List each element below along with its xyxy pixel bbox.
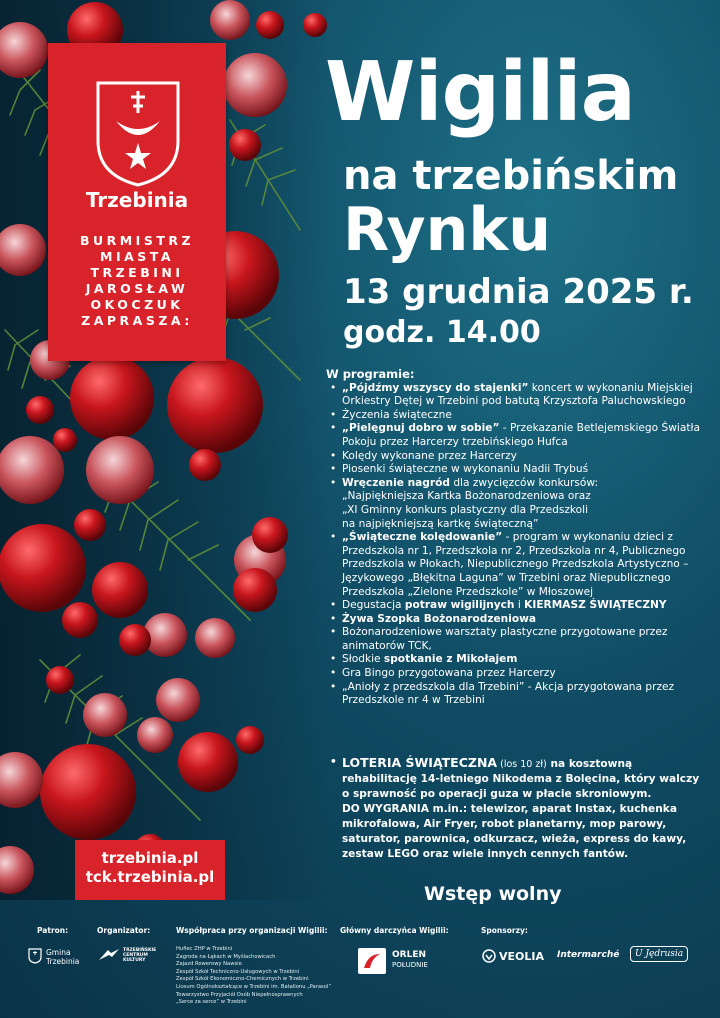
u-jedrusia-logo: U Jędrusia xyxy=(630,946,688,962)
contest-line: „XI Gminny konkurs plastyczny dla Przedszkoli xyxy=(342,503,589,516)
orlen-logo: ORLEN POŁUDNIE xyxy=(392,950,428,969)
list-item: Zespół Szkół Techniczno-Usługowych w Trzebini xyxy=(176,968,300,975)
list-item: • Życzenia świąteczne xyxy=(326,409,700,423)
sponsors-label: Sponsorzy: xyxy=(481,926,528,935)
lottery-info: • LOTERIA ŚWIĄTECZNA (los 10 zł) na kosztowną rehabilitację 14-letniego Nikodema z Bolęcina, który walczy o sprawność po operacji guza w płacie skroniowym. DO WYGRANIA m.in.: telewizor, aparat Instax, kuchenka mikrofalowa, Air Fryer, robot planetarny, mop parowy, saturator, parownica, odkurzacz, wieża, express do kawy, zestaw LEGO oraz wiele innych cennych fantów. xyxy=(330,755,700,860)
website-link[interactable]: tck.trzebinia.pl xyxy=(85,868,215,886)
list-item: Towarzystwo Przyjaciół Osób Niepełnosprawnych xyxy=(176,991,303,998)
event-subtitle-2: Rynku xyxy=(343,195,551,265)
patron-label: Patron: xyxy=(37,926,69,935)
program-heading: W programie: xyxy=(326,367,415,381)
veolia-logo: VEOLIA xyxy=(499,950,544,963)
main-sponsor-label: Główny darczyńca Wigilii: xyxy=(340,926,449,935)
websites-box xyxy=(75,840,225,900)
veolia-logo-icon xyxy=(482,949,496,963)
gmina-crest-icon xyxy=(28,948,42,964)
list-item: Hufiec ZHP w Trzebini xyxy=(176,946,233,952)
event-subtitle-1: na trzebińskim xyxy=(343,153,679,199)
event-title: Wigilia xyxy=(325,45,635,140)
cooperation-label: Współpraca przy organizacji Wigilii: xyxy=(176,926,328,935)
list-item: • Wręczenie nagród dla zwycięzców konkursów: „Najpiękniejsza Kartka Bożonarodzeniowa oraz „XI Gminny konkurs plastyczny dla Przedszkoli na najpiękniejszą kartkę świąteczną” xyxy=(326,477,700,531)
tck-logo: TRZEBIŃSKIE CENTRUM KULTURY xyxy=(123,948,157,963)
sponsors-footer xyxy=(0,918,720,1018)
list-item: • „Pielęgnuj dobro w sobie” - Przekazanie Betlejemskiego Światła Pokoju przez Harcerzy trzebińskiego Hufca xyxy=(326,422,700,449)
contest-line: na najpiękniejszą kartkę świąteczną” xyxy=(342,517,539,530)
tck-logo-icon xyxy=(98,948,120,962)
invite-line: BURMISTRZ xyxy=(79,233,195,248)
free-entry: Wstęp wolny xyxy=(424,883,562,905)
lottery-price: (los 10 zł) xyxy=(497,759,547,770)
list-item: • Gra Bingo przygotowana przez Harcerzy xyxy=(326,667,700,681)
invite-line: MIASTA xyxy=(100,249,174,264)
website-link[interactable]: trzebinia.pl xyxy=(101,849,199,867)
list-item: Zajazd Rowerowy Nawsie xyxy=(176,961,242,968)
program-list xyxy=(326,368,700,708)
contest-line: „Najpiękniejsza Kartka Bożonarodzeniowa oraz xyxy=(342,490,591,503)
event-date: 13 grudnia 2025 r. xyxy=(343,272,694,312)
organizer-label: Organizator: xyxy=(97,926,151,935)
list-item: • Żywa Szopka Bożonarodzeniowa xyxy=(326,613,700,627)
list-item: • „Pójdźmy wszyscy do stajenki” koncert w wykonaniu Miejskiej Orkiestry Dętej w Trzebini pod batutą Krzysztofa Paluchowskiego xyxy=(326,382,700,409)
gmina-logo: Gmina Trzebinia xyxy=(46,948,80,966)
invite-line: ZAPRASZA: xyxy=(81,313,193,328)
lottery-text: na kosztowną rehabilitację 14-letniego Nikodema z Bolęcina, który walczy o sprawność po operacji guza w płacie skroniowym. xyxy=(342,758,700,800)
city-badge xyxy=(48,43,226,361)
lottery-title: LOTERIA ŚWIĄTECZNA xyxy=(342,755,498,770)
list-item: „Serce za serce” w Trzebini xyxy=(176,999,247,1006)
event-time: godz. 14.00 xyxy=(343,315,541,350)
invite-line: OKOCZUK xyxy=(90,297,184,312)
list-item: • Kolędy wykonane przez Harcerzy xyxy=(326,450,700,464)
list-item: Zagroda na Łąkach w Myślachowicach xyxy=(176,953,276,960)
list-item: • Piosenki świąteczne w wykonaniu Nadii Trybuś xyxy=(326,463,700,477)
list-item: • Degustacja potraw wigilijnych i KIERMASZ ŚWIĄTECZNY xyxy=(326,599,700,613)
list-item: • „Anioły z przedszkola dla Trzebini” - Akcja przygotowana przez Przedszkole nr 4 w Trzebini xyxy=(326,681,700,708)
cooperation-list xyxy=(176,946,331,1007)
list-item: Liceum Ogólnokształcące w Trzebini im. Batalionu „Parasol” xyxy=(176,983,332,990)
invite-line: JAROSŁAW xyxy=(85,281,189,296)
orlen-logo-icon xyxy=(358,948,386,974)
invite-line: TRZEBINI xyxy=(90,265,184,280)
list-item: Zespół Szkół Ekonomiczno-Chemicznych w Trzebini xyxy=(176,976,309,983)
lottery-prizes: DO WYGRANIA m.in.: telewizor, aparat Instax, kuchenka mikrofalowa, Air Fryer, robot planetarny, mop parowy, saturator, parownica, odkurzacz, wieża, express do kawy, zestaw LEGO oraz wiele innych cennych fantów. xyxy=(342,803,687,860)
list-item: • Słodkie spotkanie z Mikołajem xyxy=(326,653,700,667)
trzebinia-crest-icon xyxy=(92,79,184,189)
intermarche-logo: Intermarché xyxy=(557,950,620,960)
list-item: • Bożonarodzeniowe warsztaty plastyczne przygotowane przez animatorów TCK, xyxy=(326,626,700,653)
list-item: • „Świąteczne kolędowanie” - program w wykonaniu dzieci z Przedszkola nr 1, Przedszkola nr 2, Przedszkola nr 4, Publicznego Przedszkola w Płokach, Niepublicznego Przedszkola Artystyczno – Językowego „Błękitna Laguna” w Trzebini oraz Niepublicznego Przedszkola „Zielone Przedszkole” w Młoszowej xyxy=(326,531,700,599)
city-name: Trzebinia xyxy=(85,188,189,212)
mayor-invitation xyxy=(48,233,226,329)
